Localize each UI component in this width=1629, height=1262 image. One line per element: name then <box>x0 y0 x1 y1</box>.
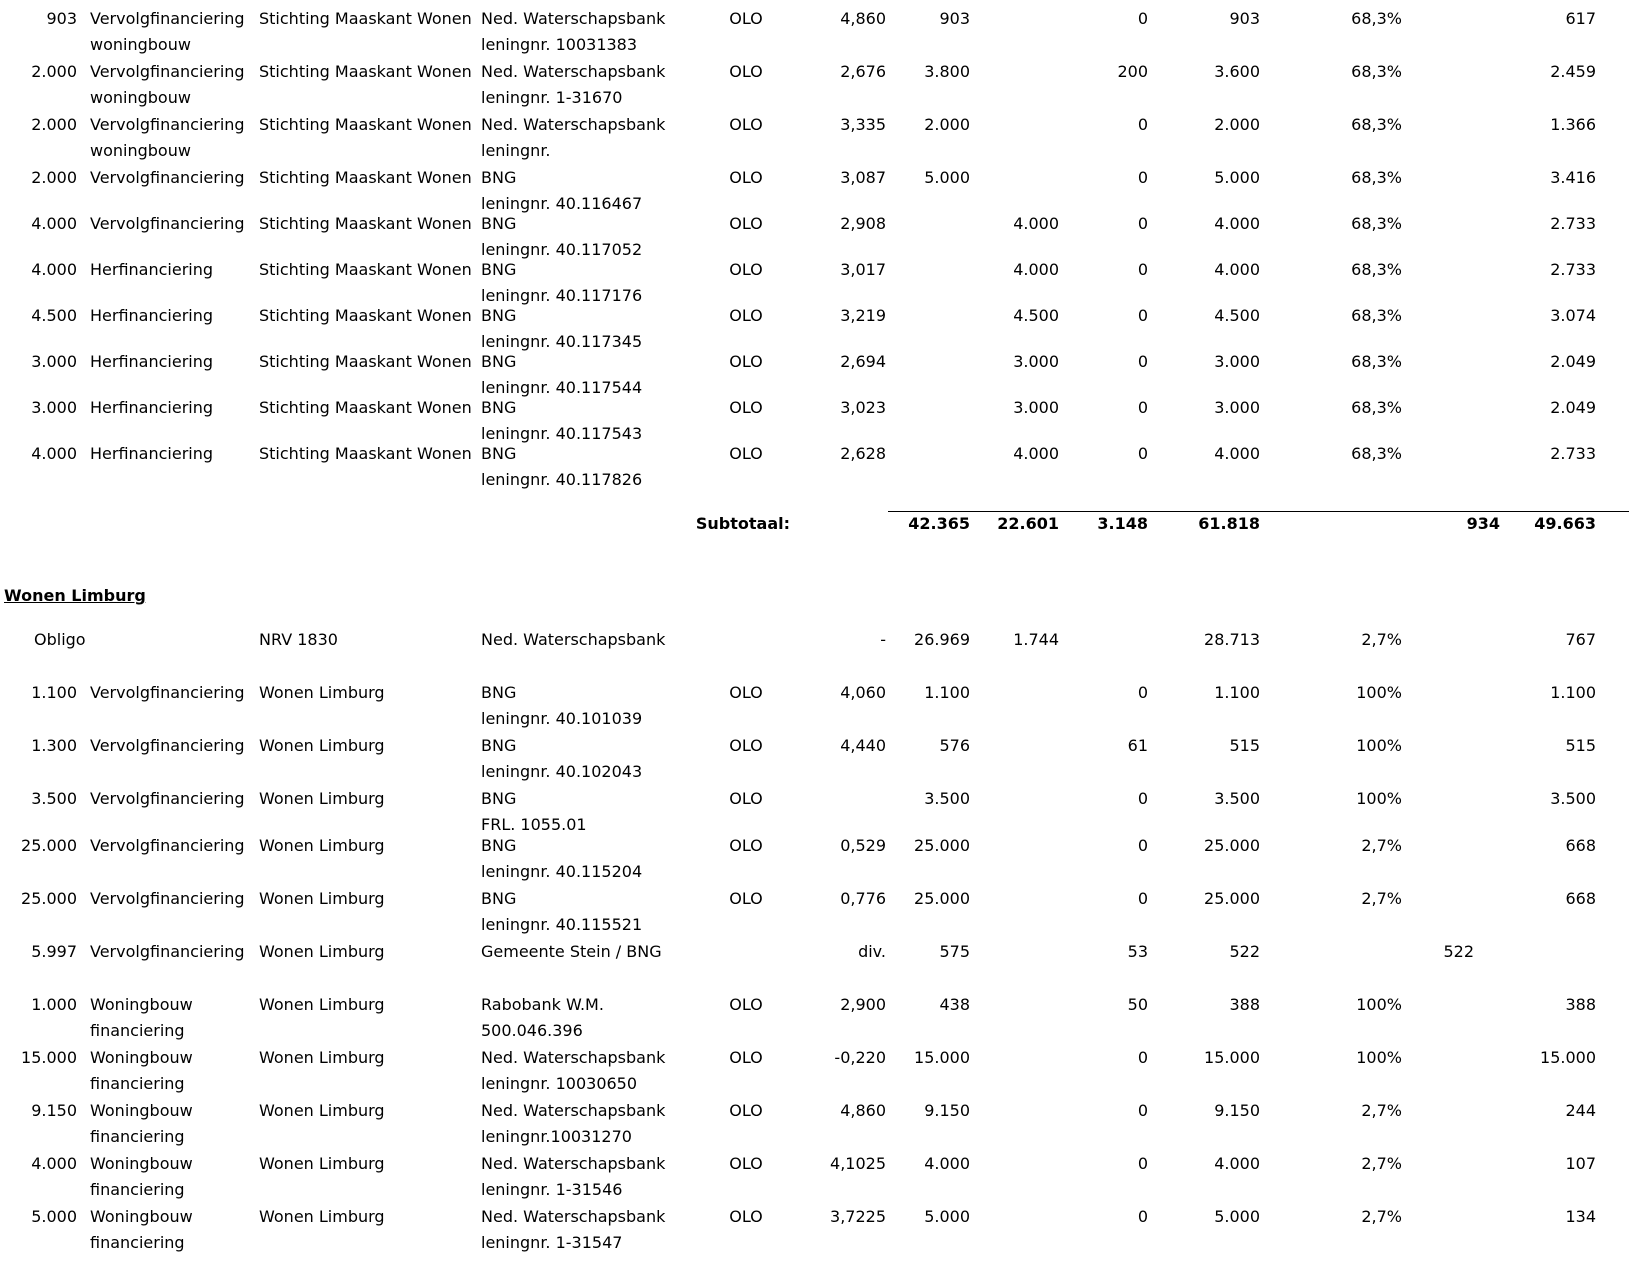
limburg-table-row <box>0 1145 1629 1197</box>
repayments: 0 <box>1137 168 1148 187</box>
interest-rate: 0,776 <box>840 889 886 908</box>
subtotal-repay: 3.148 <box>1097 514 1148 533</box>
guarantee-percentage: 2,7% <box>1361 1101 1402 1120</box>
guaranteed-share: 3.500 <box>1550 789 1596 808</box>
loan-amount: 25.000 <box>21 836 77 855</box>
repayments: 0 <box>1137 683 1148 702</box>
loan-number: leningnr. 40.115521 <box>481 915 643 934</box>
loan-number: leningnr. 40.117345 <box>481 332 643 351</box>
subtotal-label: Subtotaal: <box>695 514 790 533</box>
loan-borrower: Stichting Maaskant Wonen <box>259 62 472 81</box>
interest-rate: 3,219 <box>840 306 886 325</box>
balance-begin: 3.500 <box>924 789 970 808</box>
loan-purpose: Vervolgfinanciering <box>90 836 245 855</box>
loan-type: OLO <box>729 1048 763 1067</box>
loan-amount: 9.150 <box>31 1101 77 1120</box>
loan-purpose-line2: woningbouw <box>90 141 191 160</box>
loan-borrower: Wonen Limburg <box>259 995 385 1014</box>
loan-purpose-line2: financiering <box>90 1180 185 1199</box>
loan-purpose: Herfinanciering <box>90 260 214 279</box>
guaranteed-share: 3.416 <box>1550 168 1596 187</box>
balance-end: 1.100 <box>1214 683 1260 702</box>
loan-borrower: Wonen Limburg <box>259 683 385 702</box>
loan-borrower: Stichting Maaskant Wonen <box>259 260 472 279</box>
maaskant-table-row <box>0 159 1629 211</box>
loan-purpose: Vervolgfinanciering <box>90 683 245 702</box>
limburg-table-row <box>0 933 1629 985</box>
limburg-table-row <box>0 621 1629 673</box>
balance-end: 25.000 <box>1204 889 1260 908</box>
repayments: 0 <box>1137 214 1148 233</box>
loan-number: 500.046.396 <box>481 1021 583 1040</box>
repayments: 0 <box>1137 1207 1148 1226</box>
guarantee-percentage: 100% <box>1356 1048 1402 1067</box>
guaranteed-share: 15.000 <box>1540 1048 1596 1067</box>
balance-end: 5.000 <box>1214 168 1260 187</box>
maaskant-table-row <box>0 205 1629 257</box>
balance-begin: 438 <box>939 995 970 1014</box>
loan-lender: BNG <box>481 789 517 808</box>
guaranteed-share: 107 <box>1565 1154 1596 1173</box>
new-loans: 4.000 <box>1013 214 1059 233</box>
repayments: 61 <box>1127 736 1148 755</box>
loan-purpose: Woningbouw <box>90 1048 193 1067</box>
subtotal-new: 22.601 <box>997 514 1059 533</box>
interest-rate: 2,628 <box>840 444 886 463</box>
interest-rate: 4,1025 <box>830 1154 886 1173</box>
guarantee-percentage: 2,7% <box>1361 1154 1402 1173</box>
loan-lender: BNG <box>481 260 517 279</box>
loan-number: leningnr.10031270 <box>481 1127 632 1146</box>
balance-begin: 9.150 <box>924 1101 970 1120</box>
guarantee-percentage: 100% <box>1356 995 1402 1014</box>
loan-purpose: Vervolgfinanciering <box>90 115 245 134</box>
loan-purpose: Woningbouw <box>90 995 193 1014</box>
maaskant-table-row <box>0 0 1629 52</box>
loan-borrower: Stichting Maaskant Wonen <box>259 306 472 325</box>
loan-purpose: Vervolgfinanciering <box>90 889 245 908</box>
loan-borrower: Stichting Maaskant Wonen <box>259 168 472 187</box>
repayments: 0 <box>1137 1154 1148 1173</box>
loan-purpose: Herfinanciering <box>90 444 214 463</box>
loan-amount: 4.000 <box>31 214 77 233</box>
loan-borrower: NRV 1830 <box>259 630 338 649</box>
loan-number: leningnr. 40.102043 <box>481 762 643 781</box>
loan-amount: 2.000 <box>31 168 77 187</box>
loan-purpose: Vervolgfinanciering <box>90 736 245 755</box>
balance-end: 5.000 <box>1214 1207 1260 1226</box>
loan-amount: 4.000 <box>31 444 77 463</box>
loan-purpose: Vervolgfinanciering <box>90 789 245 808</box>
balance-end: 15.000 <box>1204 1048 1260 1067</box>
interest-rate: 4,060 <box>840 683 886 702</box>
repayments: 50 <box>1127 995 1148 1014</box>
balance-begin: 15.000 <box>914 1048 970 1067</box>
loan-lender: BNG <box>481 444 517 463</box>
loan-number: leningnr. 40.116467 <box>481 194 643 213</box>
loan-purpose-line2: financiering <box>90 1233 185 1252</box>
loan-amount: 2.000 <box>31 115 77 134</box>
loan-number: leningnr. 1-31547 <box>481 1233 623 1252</box>
loan-lender: BNG <box>481 836 517 855</box>
loan-type: OLO <box>729 214 763 233</box>
loan-borrower: Wonen Limburg <box>259 1207 385 1226</box>
balance-end: 2.000 <box>1214 115 1260 134</box>
loan-amount: 1.100 <box>31 683 77 702</box>
interest-rate: 2,908 <box>840 214 886 233</box>
balance-end: 903 <box>1229 9 1260 28</box>
maaskant-table-row <box>0 297 1629 349</box>
repayments: 0 <box>1137 444 1148 463</box>
new-loans: 4.000 <box>1013 260 1059 279</box>
loan-amount: 3.500 <box>31 789 77 808</box>
loan-borrower: Wonen Limburg <box>259 736 385 755</box>
guarantee-percentage: 68,3% <box>1351 214 1402 233</box>
interest-rate: 3,7225 <box>830 1207 886 1226</box>
balance-begin: 576 <box>939 736 970 755</box>
guarantee-percentage: 100% <box>1356 683 1402 702</box>
guaranteed-share: 134 <box>1565 1207 1596 1226</box>
maaskant-table-row <box>0 389 1629 441</box>
interest-rate: 4,440 <box>840 736 886 755</box>
repayments: 0 <box>1137 789 1148 808</box>
loan-purpose: Woningbouw <box>90 1154 193 1173</box>
maaskant-table-row <box>0 251 1629 303</box>
balance-begin: 5.000 <box>924 1207 970 1226</box>
extra-amount: 522 <box>1443 942 1474 961</box>
loan-number: leningnr. 40.117544 <box>481 378 643 397</box>
guarantee-percentage: 2,7% <box>1361 630 1402 649</box>
balance-begin: 4.000 <box>924 1154 970 1173</box>
loan-type: OLO <box>729 168 763 187</box>
subtotal-share: 49.663 <box>1534 514 1596 533</box>
guaranteed-share: 2.049 <box>1550 352 1596 371</box>
loan-lender: BNG <box>481 889 517 908</box>
guaranteed-share: 1.100 <box>1550 683 1596 702</box>
loan-purpose-line2: woningbouw <box>90 88 191 107</box>
balance-end: 4.000 <box>1214 1154 1260 1173</box>
loan-lender: Ned. Waterschapsbank <box>481 1101 666 1120</box>
guaranteed-share: 515 <box>1565 736 1596 755</box>
loan-lender: Ned. Waterschapsbank <box>481 115 666 134</box>
maaskant-table-row <box>0 53 1629 105</box>
balance-end: 25.000 <box>1204 836 1260 855</box>
loan-number: leningnr. 10030650 <box>481 1074 638 1093</box>
loan-type: OLO <box>729 306 763 325</box>
loan-type: OLO <box>729 789 763 808</box>
loan-purpose: Vervolgfinanciering <box>90 214 245 233</box>
loan-purpose: Woningbouw <box>90 1101 193 1120</box>
limburg-table-row <box>0 727 1629 779</box>
repayments: 0 <box>1137 836 1148 855</box>
loan-lender: Ned. Waterschapsbank <box>481 62 666 81</box>
balance-end: 3.600 <box>1214 62 1260 81</box>
subtotal-extra: 934 <box>1466 514 1500 533</box>
balance-end: 4.000 <box>1214 260 1260 279</box>
loan-number: leningnr. 10031383 <box>481 35 638 54</box>
repayments: 0 <box>1137 352 1148 371</box>
interest-rate: div. <box>858 942 886 961</box>
balance-begin: 903 <box>939 9 970 28</box>
interest-rate: 3,335 <box>840 115 886 134</box>
loan-amount: 15.000 <box>21 1048 77 1067</box>
loan-type: OLO <box>729 1154 763 1173</box>
loan-number: leningnr. 40.117543 <box>481 424 643 443</box>
subtotal-begin: 42.365 <box>908 514 970 533</box>
loan-purpose-line2: financiering <box>90 1021 185 1040</box>
maaskant-table-row <box>0 106 1629 158</box>
repayments: 0 <box>1137 889 1148 908</box>
loan-lender: Ned. Waterschapsbank <box>481 630 666 649</box>
guaranteed-share: 617 <box>1565 9 1596 28</box>
loan-number: leningnr. 1-31670 <box>481 88 623 107</box>
loan-type: OLO <box>729 398 763 417</box>
loan-borrower: Stichting Maaskant Wonen <box>259 398 472 417</box>
loan-type: OLO <box>729 62 763 81</box>
loan-amount: 1.000 <box>31 995 77 1014</box>
guarantee-percentage: 68,3% <box>1351 168 1402 187</box>
repayments: 53 <box>1127 942 1148 961</box>
loan-lender: BNG <box>481 736 517 755</box>
guarantee-percentage: 68,3% <box>1351 9 1402 28</box>
loan-lender: BNG <box>481 306 517 325</box>
loan-amount: 2.000 <box>31 62 77 81</box>
loan-borrower: Stichting Maaskant Wonen <box>259 214 472 233</box>
loan-lender: Ned. Waterschapsbank <box>481 1154 666 1173</box>
loan-number: leningnr. 40.115204 <box>481 862 643 881</box>
guaranteed-share: 1.366 <box>1550 115 1596 134</box>
balance-begin: 1.100 <box>924 683 970 702</box>
repayments: 0 <box>1137 115 1148 134</box>
guarantee-percentage: 68,3% <box>1351 352 1402 371</box>
loan-number: leningnr. 40.117826 <box>481 470 643 489</box>
balance-end: 515 <box>1229 736 1260 755</box>
loan-lender: Rabobank W.M. <box>481 995 604 1014</box>
guarantee-percentage: 2,7% <box>1361 1207 1402 1226</box>
balance-end: 4.000 <box>1214 444 1260 463</box>
maaskant-table-row <box>0 343 1629 395</box>
repayments: 200 <box>1117 62 1148 81</box>
loan-amount: 25.000 <box>21 889 77 908</box>
loan-amount: Obligo <box>34 630 86 649</box>
repayments: 0 <box>1137 9 1148 28</box>
guaranteed-share: 244 <box>1565 1101 1596 1120</box>
loan-type: OLO <box>729 1101 763 1120</box>
interest-rate: 2,900 <box>840 995 886 1014</box>
guarantee-percentage: 68,3% <box>1351 115 1402 134</box>
loan-lender: BNG <box>481 683 517 702</box>
balance-end: 3.500 <box>1214 789 1260 808</box>
limburg-table-row <box>0 827 1629 879</box>
limburg-table-row <box>0 1092 1629 1144</box>
loan-borrower: Wonen Limburg <box>259 1048 385 1067</box>
loan-amount: 3.000 <box>31 352 77 371</box>
limburg-table-row <box>0 780 1629 832</box>
limburg-table-row <box>0 880 1629 932</box>
guarantee-percentage: 68,3% <box>1351 62 1402 81</box>
loan-type: OLO <box>729 260 763 279</box>
interest-rate: -0,220 <box>834 1048 886 1067</box>
balance-begin: 26.969 <box>914 630 970 649</box>
interest-rate: 4,860 <box>840 9 886 28</box>
subtotal-end: 61.818 <box>1198 514 1260 533</box>
loan-type: OLO <box>729 995 763 1014</box>
repayments: 0 <box>1137 398 1148 417</box>
loan-type: OLO <box>729 889 763 908</box>
loan-number: leningnr. <box>481 141 551 160</box>
loan-purpose-line2: woningbouw <box>90 35 191 54</box>
guarantee-percentage: 2,7% <box>1361 889 1402 908</box>
loan-type: OLO <box>729 683 763 702</box>
loan-borrower: Wonen Limburg <box>259 1101 385 1120</box>
loan-lender: BNG <box>481 352 517 371</box>
balance-begin: 575 <box>939 942 970 961</box>
loan-type: OLO <box>729 444 763 463</box>
interest-rate: 0,529 <box>840 836 886 855</box>
loan-lender: BNG <box>481 214 517 233</box>
balance-end: 28.713 <box>1204 630 1260 649</box>
limburg-table-row <box>0 986 1629 1038</box>
loan-borrower: Wonen Limburg <box>259 942 385 961</box>
balance-begin: 2.000 <box>924 115 970 134</box>
loan-purpose: Herfinanciering <box>90 306 214 325</box>
guarantee-percentage: 68,3% <box>1351 306 1402 325</box>
loan-amount: 4.000 <box>31 1154 77 1173</box>
loan-purpose: Vervolgfinanciering <box>90 62 245 81</box>
guaranteed-share: 2.733 <box>1550 444 1596 463</box>
loan-borrower: Stichting Maaskant Wonen <box>259 352 472 371</box>
guaranteed-share: 2.733 <box>1550 260 1596 279</box>
loan-number: FRL. 1055.01 <box>481 815 587 834</box>
interest-rate: 2,694 <box>840 352 886 371</box>
loan-lender: Ned. Waterschapsbank <box>481 9 666 28</box>
interest-rate: 3,017 <box>840 260 886 279</box>
loan-lender: BNG <box>481 168 517 187</box>
balance-end: 388 <box>1229 995 1260 1014</box>
guaranteed-share: 668 <box>1565 836 1596 855</box>
repayments: 0 <box>1137 1101 1148 1120</box>
loan-purpose: Vervolgfinanciering <box>90 9 245 28</box>
guaranteed-share: 668 <box>1565 889 1596 908</box>
balance-end: 4.500 <box>1214 306 1260 325</box>
repayments: 0 <box>1137 1048 1148 1067</box>
loan-lender: Ned. Waterschapsbank <box>481 1207 666 1226</box>
interest-rate: 3,023 <box>840 398 886 417</box>
loan-amount: 1.300 <box>31 736 77 755</box>
loan-type: OLO <box>729 1207 763 1226</box>
guarantee-percentage: 100% <box>1356 789 1402 808</box>
new-loans: 1.744 <box>1013 630 1059 649</box>
balance-end: 3.000 <box>1214 398 1260 417</box>
guarantee-percentage: 68,3% <box>1351 260 1402 279</box>
loan-amount: 5.997 <box>31 942 77 961</box>
interest-rate: 2,676 <box>840 62 886 81</box>
guarantee-percentage: 68,3% <box>1351 444 1402 463</box>
loan-borrower: Stichting Maaskant Wonen <box>259 9 472 28</box>
balance-end: 4.000 <box>1214 214 1260 233</box>
balance-end: 9.150 <box>1214 1101 1260 1120</box>
loan-number: leningnr. 40.117052 <box>481 240 643 259</box>
loan-borrower: Stichting Maaskant Wonen <box>259 115 472 134</box>
loan-type: OLO <box>729 836 763 855</box>
loan-number: leningnr. 1-31546 <box>481 1180 623 1199</box>
loan-type: OLO <box>729 115 763 134</box>
balance-begin: 25.000 <box>914 889 970 908</box>
loan-amount: 4.500 <box>31 306 77 325</box>
section-title-wonen-limburg: Wonen Limburg <box>4 586 146 605</box>
guaranteed-share: 388 <box>1565 995 1596 1014</box>
loan-type: OLO <box>729 352 763 371</box>
loan-number: leningnr. 40.117176 <box>481 286 643 305</box>
loan-purpose: Vervolgfinanciering <box>90 168 245 187</box>
loan-purpose-line2: financiering <box>90 1127 185 1146</box>
limburg-table-row <box>0 1039 1629 1091</box>
limburg-table-row <box>0 1198 1629 1250</box>
loan-type: OLO <box>729 736 763 755</box>
guarantee-percentage: 100% <box>1356 736 1402 755</box>
subtotal-row <box>0 505 1629 557</box>
guarantee-percentage: 68,3% <box>1351 398 1402 417</box>
loan-lender: BNG <box>481 398 517 417</box>
loan-lender: Ned. Waterschapsbank <box>481 1048 666 1067</box>
balance-begin: 5.000 <box>924 168 970 187</box>
loan-purpose: Woningbouw <box>90 1207 193 1226</box>
guaranteed-share: 3.074 <box>1550 306 1596 325</box>
maaskant-table-row <box>0 435 1629 487</box>
loan-lender: Gemeente Stein / BNG <box>481 942 662 961</box>
loan-borrower: Wonen Limburg <box>259 1154 385 1173</box>
repayments: 0 <box>1137 260 1148 279</box>
loan-borrower: Stichting Maaskant Wonen <box>259 444 472 463</box>
loan-number: leningnr. 40.101039 <box>481 709 643 728</box>
balance-end: 3.000 <box>1214 352 1260 371</box>
balance-end: 522 <box>1229 942 1260 961</box>
new-loans: 3.000 <box>1013 352 1059 371</box>
loan-purpose: Herfinanciering <box>90 352 214 371</box>
loan-purpose: Herfinanciering <box>90 398 214 417</box>
loan-amount: 903 <box>46 9 77 28</box>
new-loans: 4.000 <box>1013 444 1059 463</box>
interest-rate: 3,087 <box>840 168 886 187</box>
interest-rate: 4,860 <box>840 1101 886 1120</box>
new-loans: 3.000 <box>1013 398 1059 417</box>
interest-rate: - <box>880 630 886 649</box>
loan-amount: 4.000 <box>31 260 77 279</box>
loan-amount: 5.000 <box>31 1207 77 1226</box>
loan-purpose: Vervolgfinanciering <box>90 942 245 961</box>
repayments: 0 <box>1137 306 1148 325</box>
guaranteed-share: 2.049 <box>1550 398 1596 417</box>
guarantee-percentage: 2,7% <box>1361 836 1402 855</box>
guaranteed-share: 2.733 <box>1550 214 1596 233</box>
loan-borrower: Wonen Limburg <box>259 789 385 808</box>
new-loans: 4.500 <box>1013 306 1059 325</box>
loan-borrower: Wonen Limburg <box>259 889 385 908</box>
loan-borrower: Wonen Limburg <box>259 836 385 855</box>
loan-amount: 3.000 <box>31 398 77 417</box>
guaranteed-share: 767 <box>1565 630 1596 649</box>
loan-purpose-line2: financiering <box>90 1074 185 1093</box>
balance-begin: 25.000 <box>914 836 970 855</box>
limburg-table-row <box>0 674 1629 726</box>
balance-begin: 3.800 <box>924 62 970 81</box>
loan-type: OLO <box>729 9 763 28</box>
guaranteed-share: 2.459 <box>1550 62 1596 81</box>
